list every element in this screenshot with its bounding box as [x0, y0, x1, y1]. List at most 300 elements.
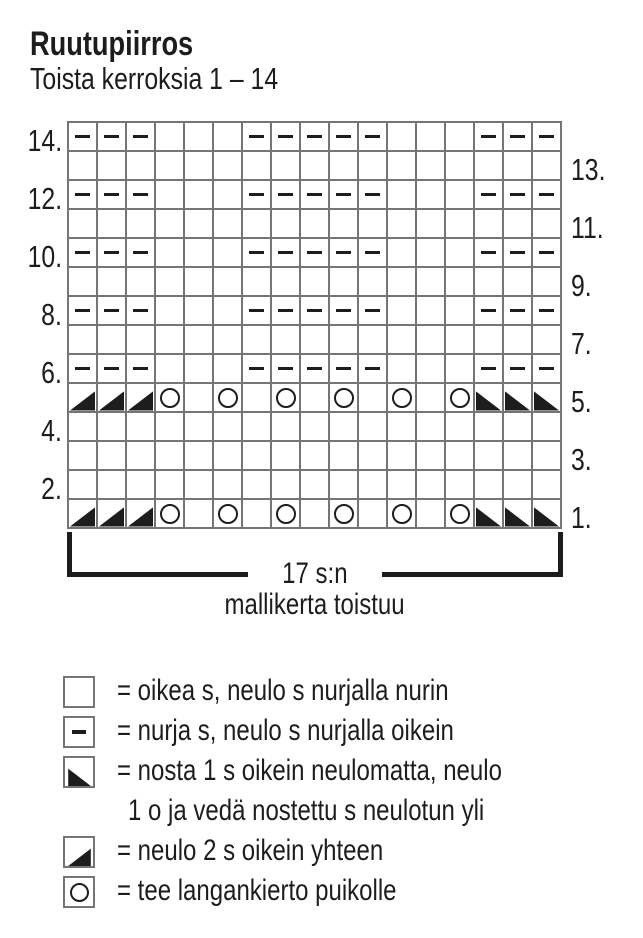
purl-dash-symbol: [104, 135, 119, 139]
grid-cell-r10-c15: [475, 239, 502, 266]
grid-cell-r14-c10: [330, 123, 357, 150]
row-label-right-11: 11.: [571, 209, 604, 245]
grid-cell-r11-c14: [446, 210, 473, 237]
grid-cell-r3-c15: [475, 442, 502, 469]
grid-cell-r13-c16: [504, 152, 531, 179]
grid-cell-r4-c14: [446, 413, 473, 440]
grid-cell-r11-c6: [214, 210, 241, 237]
purl-dash-symbol: [539, 193, 554, 197]
row-label-left-6: 6.: [41, 354, 62, 390]
grid-cell-r11-c9: [301, 210, 328, 237]
grid-cell-r1-c8: [272, 500, 299, 527]
skp-triangle-icon: [68, 766, 91, 786]
grid-cell-r4-c3: [127, 413, 154, 440]
grid-cell-r5-c4: [156, 384, 183, 411]
grid-cell-r10-c2: [98, 239, 125, 266]
yarnover-circle-icon: [392, 504, 412, 524]
grid-cell-r5-c14: [446, 384, 473, 411]
grid-cell-r3-c2: [98, 442, 125, 469]
grid-cell-r11-c15: [475, 210, 502, 237]
grid-cell-r1-c2: [98, 500, 125, 527]
purl-dash-symbol: [307, 309, 322, 313]
grid-cell-r8-c9: [301, 297, 328, 324]
grid-cell-r13-c5: [185, 152, 212, 179]
k2tog-triangle-icon: [128, 504, 153, 527]
grid-cell-r3-c6: [214, 442, 241, 469]
grid-cell-r12-c14: [446, 181, 473, 208]
grid-cell-r3-c5: [185, 442, 212, 469]
grid-cell-r3-c11: [359, 442, 386, 469]
yarnover-circle-icon: [392, 388, 412, 408]
yarnover-circle-icon: [334, 504, 354, 524]
grid-cell-r13-c17: [533, 152, 560, 179]
grid-cell-r6-c6: [214, 355, 241, 382]
grid-cell-r13-c15: [475, 152, 502, 179]
purl-dash-symbol: [133, 367, 148, 371]
legend-line: = nosta 1 s oikein neulomatta, neulo: [117, 754, 502, 787]
purl-dash-symbol: [481, 251, 496, 255]
purl-dash-symbol: [510, 309, 525, 313]
grid-cell-r8-c13: [417, 297, 444, 324]
grid-cell-r12-c6: [214, 181, 241, 208]
grid-cell-r11-c7: [243, 210, 270, 237]
skp-triangle-icon: [534, 388, 559, 411]
skp-triangle-icon: [534, 504, 559, 527]
purl-dash-symbol: [133, 193, 148, 197]
grid-cell-r3-c10: [330, 442, 357, 469]
grid-cell-r12-c15: [475, 181, 502, 208]
row-label-left-14: 14.: [27, 122, 62, 158]
yarnover-circle-icon: [70, 883, 89, 902]
purl-dash-symbol: [510, 251, 525, 255]
grid-cell-r11-c17: [533, 210, 560, 237]
purl-dash-symbol: [510, 367, 525, 371]
purl-dash-symbol: [510, 193, 525, 197]
purl-dash-symbol: [278, 135, 293, 139]
grid-cell-r11-c10: [330, 210, 357, 237]
grid-cell-r2-c1: [69, 471, 96, 498]
k2tog-triangle-icon: [99, 504, 124, 527]
grid-cell-r11-c8: [272, 210, 299, 237]
grid-cell-r8-c5: [185, 297, 212, 324]
grid-cell-r6-c2: [98, 355, 125, 382]
grid-cell-r12-c17: [533, 181, 560, 208]
grid-cell-r9-c15: [475, 268, 502, 295]
grid-cell-r12-c10: [330, 181, 357, 208]
grid-cell-r3-c13: [417, 442, 444, 469]
grid-cell-r4-c10: [330, 413, 357, 440]
grid-cell-r5-c15: [475, 384, 502, 411]
purl-dash-symbol: [365, 251, 380, 255]
grid-cell-r11-c11: [359, 210, 386, 237]
grid-cell-r9-c3: [127, 268, 154, 295]
grid-cell-r12-c8: [272, 181, 299, 208]
grid-cell-r7-c9: [301, 326, 328, 353]
row-label-left-2: 2.: [41, 470, 62, 506]
grid-cell-r9-c10: [330, 268, 357, 295]
purl-dash-symbol: [510, 135, 525, 139]
row-label-left-10: 10.: [27, 238, 62, 274]
grid-cell-r6-c17: [533, 355, 560, 382]
purl-dash-symbol: [249, 309, 264, 313]
grid-cell-r10-c11: [359, 239, 386, 266]
grid-cell-r14-c9: [301, 123, 328, 150]
grid-cell-r9-c16: [504, 268, 531, 295]
k2tog-triangle-icon: [99, 388, 124, 411]
grid-cell-r4-c4: [156, 413, 183, 440]
legend-symbol-box: [63, 676, 95, 708]
grid-cell-r11-c1: [69, 210, 96, 237]
row-label-right-5: 5.: [571, 383, 592, 419]
purl-dash-symbol: [539, 309, 554, 313]
grid-cell-r14-c13: [417, 123, 444, 150]
purl-dash-symbol: [481, 367, 496, 371]
skp-triangle-icon: [505, 504, 530, 527]
grid-cell-r7-c7: [243, 326, 270, 353]
grid-cell-r13-c11: [359, 152, 386, 179]
row-label-right-3: 3.: [571, 441, 592, 477]
purl-dash-symbol: [365, 135, 380, 139]
k2tog-triangle-icon: [68, 846, 91, 866]
grid-cell-r6-c4: [156, 355, 183, 382]
legend-item-purl-dash: [63, 711, 598, 751]
grid-cell-r13-c3: [127, 152, 154, 179]
grid-cell-r9-c12: [388, 268, 415, 295]
grid-cell-r9-c7: [243, 268, 270, 295]
skp-triangle-icon: [476, 504, 501, 527]
grid-cell-r8-c8: [272, 297, 299, 324]
purl-dash-symbol: [365, 193, 380, 197]
grid-cell-r1-c15: [475, 500, 502, 527]
row-label-left-12: 12.: [27, 180, 62, 216]
purl-dash-symbol: [481, 193, 496, 197]
grid-cell-r5-c5: [185, 384, 212, 411]
grid-cell-r1-c5: [185, 500, 212, 527]
chart-subtitle: Toista kerroksia 1 – 14: [30, 61, 279, 96]
legend: [63, 671, 598, 911]
grid-cell-r12-c11: [359, 181, 386, 208]
grid-cell-r4-c12: [388, 413, 415, 440]
grid-cell-r8-c1: [69, 297, 96, 324]
purl-dash-symbol: [104, 309, 119, 313]
grid-cell-r6-c9: [301, 355, 328, 382]
yarnover-circle-icon: [450, 388, 470, 408]
grid-cell-r8-c16: [504, 297, 531, 324]
grid-cell-r1-c13: [417, 500, 444, 527]
legend-text: [117, 751, 598, 831]
grid-cell-r9-c17: [533, 268, 560, 295]
purl-dash-symbol: [75, 135, 90, 139]
grid-cell-r7-c11: [359, 326, 386, 353]
grid-cell-r12-c1: [69, 181, 96, 208]
grid-cell-r7-c15: [475, 326, 502, 353]
grid-cell-r3-c9: [301, 442, 328, 469]
grid-cell-r10-c5: [185, 239, 212, 266]
bracket-line-right-segment: [382, 572, 563, 577]
grid-cell-r8-c7: [243, 297, 270, 324]
grid-cell-r8-c17: [533, 297, 560, 324]
grid-cell-r14-c16: [504, 123, 531, 150]
grid-cell-r13-c14: [446, 152, 473, 179]
grid-cell-r6-c12: [388, 355, 415, 382]
grid-cell-r11-c12: [388, 210, 415, 237]
grid-cell-r13-c1: [69, 152, 96, 179]
grid-cell-r14-c3: [127, 123, 154, 150]
grid-cell-r4-c16: [504, 413, 531, 440]
row-labels-right: [562, 121, 606, 535]
grid-cell-r2-c13: [417, 471, 444, 498]
grid-cell-r5-c2: [98, 384, 125, 411]
grid-cell-r10-c16: [504, 239, 531, 266]
grid-cell-r4-c11: [359, 413, 386, 440]
grid-cell-r7-c14: [446, 326, 473, 353]
grid-cell-r3-c4: [156, 442, 183, 469]
grid-cell-r6-c3: [127, 355, 154, 382]
grid-cell-r9-c6: [214, 268, 241, 295]
grid-cell-r13-c9: [301, 152, 328, 179]
grid-cell-r1-c11: [359, 500, 386, 527]
grid-cell-r5-c11: [359, 384, 386, 411]
grid-cell-r5-c8: [272, 384, 299, 411]
grid-cell-r13-c13: [417, 152, 444, 179]
grid-cell-r1-c12: [388, 500, 415, 527]
repeat-count-label: 17 s:n: [282, 557, 348, 590]
purl-dash-symbol: [133, 251, 148, 255]
grid-cell-r1-c3: [127, 500, 154, 527]
grid-cell-r13-c6: [214, 152, 241, 179]
grid-cell-r5-c6: [214, 384, 241, 411]
grid-cell-r7-c8: [272, 326, 299, 353]
grid-cell-r5-c10: [330, 384, 357, 411]
legend-item-k2tog-triangle: [63, 831, 598, 871]
grid-cell-r12-c2: [98, 181, 125, 208]
grid-cell-r10-c4: [156, 239, 183, 266]
grid-cell-r9-c1: [69, 268, 96, 295]
grid-cell-r2-c10: [330, 471, 357, 498]
grid-cell-r4-c6: [214, 413, 241, 440]
grid-cell-r3-c3: [127, 442, 154, 469]
grid-cell-r1-c9: [301, 500, 328, 527]
grid-cell-r1-c16: [504, 500, 531, 527]
grid-cell-r14-c4: [156, 123, 183, 150]
grid-cell-r2-c14: [446, 471, 473, 498]
purl-dash-symbol: [365, 309, 380, 313]
purl-dash-symbol: [104, 367, 119, 371]
grid-cell-r11-c3: [127, 210, 154, 237]
yarnover-circle-icon: [450, 504, 470, 524]
purl-dash-symbol: [539, 367, 554, 371]
yarnover-circle-icon: [218, 504, 238, 524]
grid-cell-r4-c1: [69, 413, 96, 440]
purl-dash-symbol: [104, 193, 119, 197]
grid-cell-r13-c12: [388, 152, 415, 179]
purl-dash-symbol: [104, 251, 119, 255]
grid-cell-r13-c4: [156, 152, 183, 179]
row-label-right-1: 1.: [571, 499, 592, 535]
knitting-grid: [67, 121, 562, 529]
grid-cell-r8-c11: [359, 297, 386, 324]
grid-cell-r9-c2: [98, 268, 125, 295]
grid-cell-r9-c13: [417, 268, 444, 295]
purl-dash-symbol: [278, 309, 293, 313]
grid-cell-r2-c2: [98, 471, 125, 498]
row-label-right-7: 7.: [571, 325, 592, 361]
chart-area: [23, 121, 606, 535]
legend-text: [117, 671, 531, 711]
grid-cell-r1-c6: [214, 500, 241, 527]
grid-cell-r8-c4: [156, 297, 183, 324]
purl-dash-symbol: [75, 193, 90, 197]
legend-line: = tee langankierto puikolle: [117, 874, 397, 907]
grid-cell-r4-c7: [243, 413, 270, 440]
grid-cell-r5-c9: [301, 384, 328, 411]
skp-triangle-icon: [476, 388, 501, 411]
purl-dash-symbol: [75, 309, 90, 313]
grid-cell-r14-c7: [243, 123, 270, 150]
grid-cell-r1-c7: [243, 500, 270, 527]
purl-dash-symbol: [481, 309, 496, 313]
purl-dash-symbol: [249, 135, 264, 139]
grid-cell-r13-c8: [272, 152, 299, 179]
grid-cell-r7-c4: [156, 326, 183, 353]
grid-cell-r2-c4: [156, 471, 183, 498]
grid-cell-r12-c4: [156, 181, 183, 208]
grid-cell-r2-c7: [243, 471, 270, 498]
grid-cell-r10-c8: [272, 239, 299, 266]
purl-dash-symbol: [307, 367, 322, 371]
purl-dash-symbol: [75, 367, 90, 371]
grid-cell-r2-c5: [185, 471, 212, 498]
purl-dash-symbol: [336, 193, 351, 197]
grid-cell-r10-c3: [127, 239, 154, 266]
legend-line: = neulo 2 s oikein yhteen: [117, 834, 384, 867]
grid-cell-r13-c7: [243, 152, 270, 179]
grid-cell-r2-c8: [272, 471, 299, 498]
grid-cell-r12-c16: [504, 181, 531, 208]
grid-cell-r8-c6: [214, 297, 241, 324]
grid-cell-r11-c16: [504, 210, 531, 237]
grid-cell-r6-c11: [359, 355, 386, 382]
purl-dash-symbol: [365, 367, 380, 371]
grid-cell-r4-c9: [301, 413, 328, 440]
yarnover-circle-icon: [276, 388, 296, 408]
grid-cell-r8-c3: [127, 297, 154, 324]
grid-cell-r7-c3: [127, 326, 154, 353]
purl-dash-symbol: [278, 251, 293, 255]
grid-cell-r6-c5: [185, 355, 212, 382]
grid-cell-r12-c3: [127, 181, 154, 208]
row-labels-left: [23, 121, 67, 530]
grid-cell-r14-c15: [475, 123, 502, 150]
legend-symbol-box: [63, 836, 95, 868]
legend-text: [117, 711, 538, 751]
k2tog-triangle-icon: [70, 388, 95, 411]
grid-cell-r11-c2: [98, 210, 125, 237]
grid-cell-r8-c12: [388, 297, 415, 324]
grid-cell-r12-c13: [417, 181, 444, 208]
legend-symbol-box: [63, 716, 95, 748]
grid-cell-r9-c11: [359, 268, 386, 295]
grid-cell-r3-c8: [272, 442, 299, 469]
grid-cell-r3-c7: [243, 442, 270, 469]
grid-cell-r7-c17: [533, 326, 560, 353]
purl-dash-symbol: [307, 135, 322, 139]
grid-cell-r1-c10: [330, 500, 357, 527]
grid-cell-r10-c17: [533, 239, 560, 266]
grid-cell-r13-c10: [330, 152, 357, 179]
grid-cell-r8-c2: [98, 297, 125, 324]
grid-cell-r11-c13: [417, 210, 444, 237]
grid-cell-r2-c12: [388, 471, 415, 498]
purl-dash-symbol: [278, 367, 293, 371]
grid-cell-r12-c5: [185, 181, 212, 208]
grid-cell-r10-c6: [214, 239, 241, 266]
grid-cell-r1-c4: [156, 500, 183, 527]
grid-cell-r6-c15: [475, 355, 502, 382]
grid-cell-r14-c12: [388, 123, 415, 150]
bracket-line-left-segment: [67, 572, 248, 577]
grid-cell-r11-c5: [185, 210, 212, 237]
purl-dash-symbol: [307, 251, 322, 255]
purl-dash-symbol: [249, 251, 264, 255]
legend-line-continuation: 1 o ja vedä nostettu s neulotun yli: [128, 794, 485, 827]
purl-dash-symbol: [336, 367, 351, 371]
grid-cell-r12-c7: [243, 181, 270, 208]
grid-cell-r14-c14: [446, 123, 473, 150]
grid-cell-r10-c12: [388, 239, 415, 266]
grid-cell-r6-c13: [417, 355, 444, 382]
repeat-bracket: [67, 532, 563, 590]
yarnover-circle-icon: [334, 388, 354, 408]
purl-dash-symbol: [75, 251, 90, 255]
grid-cell-r5-c7: [243, 384, 270, 411]
grid-cell-r2-c6: [214, 471, 241, 498]
grid-cell-r14-c17: [533, 123, 560, 150]
legend-line: = nurja s, neulo s nurjalla oikein: [117, 714, 454, 747]
grid-cell-r7-c12: [388, 326, 415, 353]
grid-cell-r2-c11: [359, 471, 386, 498]
grid-cell-r4-c15: [475, 413, 502, 440]
legend-item-yarnover-circle: [63, 871, 598, 911]
grid-cell-r10-c13: [417, 239, 444, 266]
grid-cell-r5-c3: [127, 384, 154, 411]
purl-dash-symbol: [336, 251, 351, 255]
k2tog-triangle-icon: [70, 504, 95, 527]
grid-cell-r10-c9: [301, 239, 328, 266]
grid-cell-r3-c1: [69, 442, 96, 469]
grid-cell-r6-c10: [330, 355, 357, 382]
grid-cell-r14-c5: [185, 123, 212, 150]
grid-cell-r4-c13: [417, 413, 444, 440]
grid-cell-r9-c9: [301, 268, 328, 295]
grid-cell-r4-c8: [272, 413, 299, 440]
grid-cell-r9-c4: [156, 268, 183, 295]
grid-cell-r14-c2: [98, 123, 125, 150]
grid-cell-r14-c11: [359, 123, 386, 150]
grid-cell-r5-c12: [388, 384, 415, 411]
purl-dash-symbol: [336, 135, 351, 139]
purl-dash-symbol: [278, 193, 293, 197]
row-label-right-9: 9.: [571, 267, 592, 303]
grid-cell-r10-c1: [69, 239, 96, 266]
yarnover-circle-icon: [160, 388, 180, 408]
grid-cell-r9-c5: [185, 268, 212, 295]
legend-item-skp-triangle: [63, 751, 598, 831]
grid-cell-r4-c17: [533, 413, 560, 440]
purl-dash-symbol: [539, 251, 554, 255]
grid-cell-r3-c14: [446, 442, 473, 469]
grid-cell-r3-c16: [504, 442, 531, 469]
